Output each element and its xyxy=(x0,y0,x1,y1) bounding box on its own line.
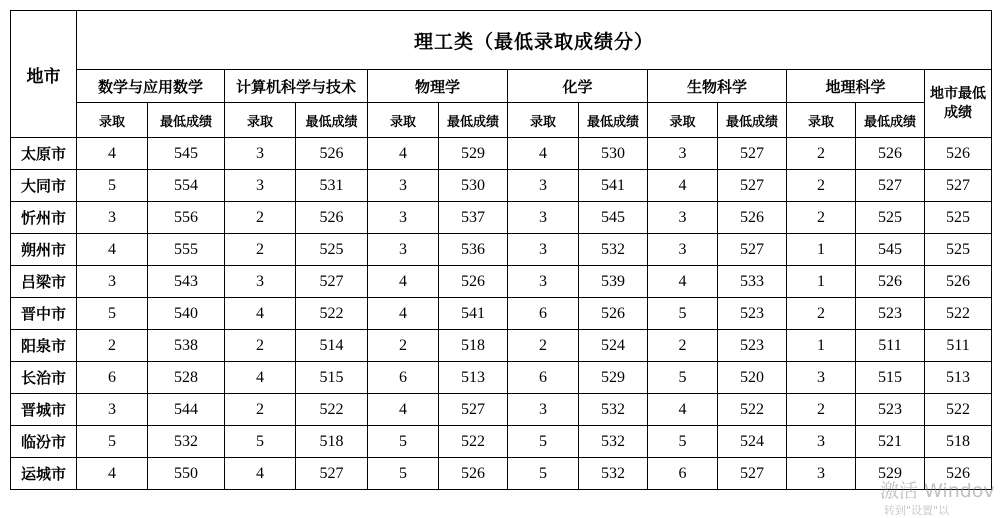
min-score-cell: 518 xyxy=(296,426,368,458)
admit-count-cell: 1 xyxy=(787,330,856,362)
city-min-score-cell: 525 xyxy=(925,202,992,234)
admit-count-cell: 4 xyxy=(648,394,718,426)
admit-count-cell: 5 xyxy=(77,170,148,202)
min-score-cell: 527 xyxy=(856,170,925,202)
city-min-score-cell: 526 xyxy=(925,458,992,490)
city-min-score-cell: 513 xyxy=(925,362,992,394)
city-min-score-header: 地市最低成绩 xyxy=(925,70,992,138)
table-row xyxy=(11,202,992,234)
min-score-cell: 511 xyxy=(856,330,925,362)
admit-count-cell: 3 xyxy=(787,426,856,458)
admit-count-cell: 5 xyxy=(508,426,579,458)
admit-count-cell: 3 xyxy=(225,266,296,298)
admit-count-header: 录取 xyxy=(787,103,856,138)
min-score-cell: 527 xyxy=(296,266,368,298)
admit-count-cell: 3 xyxy=(368,170,439,202)
min-score-cell: 525 xyxy=(856,202,925,234)
min-score-cell: 526 xyxy=(718,202,787,234)
min-score-cell: 522 xyxy=(718,394,787,426)
admit-count-cell: 3 xyxy=(508,170,579,202)
admit-count-cell: 3 xyxy=(508,234,579,266)
city-name-cell: 太原市 xyxy=(11,138,77,170)
min-score-cell: 541 xyxy=(579,170,648,202)
score-table-container xyxy=(10,10,992,490)
table-row xyxy=(11,266,992,298)
min-score-cell: 532 xyxy=(579,426,648,458)
admit-count-cell: 4 xyxy=(508,138,579,170)
admit-count-header: 录取 xyxy=(508,103,579,138)
admit-count-cell: 2 xyxy=(787,394,856,426)
table-row xyxy=(11,362,992,394)
min-score-cell: 532 xyxy=(579,234,648,266)
admit-count-cell: 6 xyxy=(77,362,148,394)
score-table xyxy=(10,10,992,490)
min-score-cell: 543 xyxy=(148,266,225,298)
min-score-cell: 530 xyxy=(579,138,648,170)
min-score-cell: 527 xyxy=(718,138,787,170)
admit-count-cell: 6 xyxy=(508,298,579,330)
admit-count-header: 录取 xyxy=(368,103,439,138)
min-score-cell: 532 xyxy=(579,394,648,426)
min-score-cell: 513 xyxy=(439,362,508,394)
min-score-cell: 545 xyxy=(148,138,225,170)
min-score-cell: 533 xyxy=(718,266,787,298)
admit-count-cell: 3 xyxy=(787,362,856,394)
min-score-cell: 515 xyxy=(856,362,925,394)
admit-count-cell: 3 xyxy=(648,138,718,170)
min-score-cell: 544 xyxy=(148,394,225,426)
min-score-cell: 527 xyxy=(718,458,787,490)
admit-count-cell: 6 xyxy=(648,458,718,490)
admit-count-cell: 4 xyxy=(77,138,148,170)
city-min-score-cell: 526 xyxy=(925,266,992,298)
admit-count-cell: 3 xyxy=(787,458,856,490)
admit-count-cell: 3 xyxy=(508,202,579,234)
admit-count-cell: 5 xyxy=(225,426,296,458)
city-name-cell: 晋中市 xyxy=(11,298,77,330)
admit-count-cell: 2 xyxy=(77,330,148,362)
admit-count-cell: 5 xyxy=(77,426,148,458)
min-score-cell: 555 xyxy=(148,234,225,266)
admit-count-cell: 6 xyxy=(368,362,439,394)
city-name-cell: 大同市 xyxy=(11,170,77,202)
city-min-score-cell: 526 xyxy=(925,138,992,170)
admit-count-header: 录取 xyxy=(77,103,148,138)
min-score-cell: 529 xyxy=(579,362,648,394)
min-score-cell: 537 xyxy=(439,202,508,234)
min-score-cell: 539 xyxy=(579,266,648,298)
admit-count-cell: 5 xyxy=(648,426,718,458)
min-score-cell: 527 xyxy=(718,170,787,202)
min-score-cell: 523 xyxy=(718,330,787,362)
min-score-cell: 527 xyxy=(439,394,508,426)
admit-count-cell: 1 xyxy=(787,234,856,266)
table-row xyxy=(11,330,992,362)
admit-count-cell: 2 xyxy=(787,298,856,330)
city-name-cell: 运城市 xyxy=(11,458,77,490)
min-score-cell: 550 xyxy=(148,458,225,490)
table-row xyxy=(11,458,992,490)
table-row xyxy=(11,394,992,426)
admit-count-cell: 3 xyxy=(77,202,148,234)
admit-count-cell: 2 xyxy=(368,330,439,362)
min-score-cell: 524 xyxy=(579,330,648,362)
table-row xyxy=(11,138,992,170)
table-row xyxy=(11,234,992,266)
min-score-cell: 527 xyxy=(718,234,787,266)
city-min-score-cell: 527 xyxy=(925,170,992,202)
min-score-cell: 532 xyxy=(148,426,225,458)
min-score-cell: 545 xyxy=(856,234,925,266)
admit-count-cell: 4 xyxy=(648,170,718,202)
admit-count-cell: 4 xyxy=(368,266,439,298)
admit-count-cell: 2 xyxy=(225,234,296,266)
min-score-cell: 536 xyxy=(439,234,508,266)
min-score-cell: 526 xyxy=(296,138,368,170)
admit-count-cell: 4 xyxy=(368,138,439,170)
major-header: 生物科学 xyxy=(648,70,787,103)
admit-count-cell: 6 xyxy=(508,362,579,394)
city-name-cell: 长治市 xyxy=(11,362,77,394)
admit-count-cell: 5 xyxy=(508,458,579,490)
min-score-cell: 540 xyxy=(148,298,225,330)
major-header: 数学与应用数学 xyxy=(77,70,225,103)
min-score-cell: 525 xyxy=(296,234,368,266)
min-score-cell: 531 xyxy=(296,170,368,202)
admit-count-cell: 4 xyxy=(368,298,439,330)
admit-count-cell: 5 xyxy=(77,298,148,330)
admit-count-cell: 3 xyxy=(648,202,718,234)
min-score-cell: 526 xyxy=(856,138,925,170)
min-score-cell: 515 xyxy=(296,362,368,394)
table-row xyxy=(11,426,992,458)
min-score-cell: 526 xyxy=(439,458,508,490)
admit-count-cell: 3 xyxy=(368,202,439,234)
min-score-cell: 526 xyxy=(439,266,508,298)
admit-count-cell: 5 xyxy=(648,362,718,394)
admit-count-cell: 3 xyxy=(225,170,296,202)
admit-count-header: 录取 xyxy=(648,103,718,138)
min-score-cell: 528 xyxy=(148,362,225,394)
major-header: 物理学 xyxy=(368,70,508,103)
min-score-cell: 522 xyxy=(296,298,368,330)
city-min-score-cell: 522 xyxy=(925,298,992,330)
major-header: 计算机科学与技术 xyxy=(225,70,368,103)
min-score-header: 最低成绩 xyxy=(439,103,508,138)
city-name-cell: 忻州市 xyxy=(11,202,77,234)
min-score-header: 最低成绩 xyxy=(296,103,368,138)
min-score-cell: 532 xyxy=(579,458,648,490)
min-score-cell: 522 xyxy=(296,394,368,426)
admit-count-cell: 4 xyxy=(77,234,148,266)
admit-count-cell: 3 xyxy=(368,234,439,266)
min-score-cell: 522 xyxy=(439,426,508,458)
major-header: 化学 xyxy=(508,70,648,103)
min-score-cell: 518 xyxy=(439,330,508,362)
admit-count-cell: 2 xyxy=(508,330,579,362)
admit-count-cell: 2 xyxy=(787,170,856,202)
city-name-cell: 朔州市 xyxy=(11,234,77,266)
min-score-cell: 554 xyxy=(148,170,225,202)
windows-activation-watermark-sub: 转到"设置"以 xyxy=(884,504,950,517)
min-score-cell: 556 xyxy=(148,202,225,234)
min-score-cell: 524 xyxy=(718,426,787,458)
admit-count-cell: 3 xyxy=(77,394,148,426)
admit-count-cell: 5 xyxy=(368,426,439,458)
min-score-cell: 529 xyxy=(856,458,925,490)
min-score-cell: 520 xyxy=(718,362,787,394)
admit-count-cell: 3 xyxy=(508,394,579,426)
min-score-cell: 545 xyxy=(579,202,648,234)
min-score-header: 最低成绩 xyxy=(148,103,225,138)
city-name-cell: 阳泉市 xyxy=(11,330,77,362)
admit-count-cell: 3 xyxy=(648,234,718,266)
admit-count-cell: 2 xyxy=(787,138,856,170)
city-name-cell: 临汾市 xyxy=(11,426,77,458)
admit-count-cell: 4 xyxy=(225,458,296,490)
min-score-cell: 514 xyxy=(296,330,368,362)
min-score-cell: 530 xyxy=(439,170,508,202)
min-score-cell: 541 xyxy=(439,298,508,330)
admit-count-cell: 3 xyxy=(77,266,148,298)
admit-count-cell: 4 xyxy=(368,394,439,426)
city-min-score-cell: 511 xyxy=(925,330,992,362)
city-min-score-cell: 518 xyxy=(925,426,992,458)
admit-count-cell: 4 xyxy=(77,458,148,490)
windows-activation-watermark: 激活 Windov xyxy=(880,480,995,502)
min-score-header: 最低成绩 xyxy=(856,103,925,138)
admit-count-cell: 1 xyxy=(787,266,856,298)
admit-count-cell: 5 xyxy=(648,298,718,330)
city-name-cell: 吕梁市 xyxy=(11,266,77,298)
min-score-cell: 529 xyxy=(439,138,508,170)
admit-count-cell: 2 xyxy=(787,202,856,234)
min-score-header: 最低成绩 xyxy=(718,103,787,138)
table-title: 理工类（最低录取成绩分） xyxy=(77,11,992,70)
city-min-score-cell: 522 xyxy=(925,394,992,426)
admit-count-cell: 2 xyxy=(225,202,296,234)
major-header: 地理科学 xyxy=(787,70,925,103)
min-score-cell: 526 xyxy=(856,266,925,298)
admit-count-cell: 4 xyxy=(648,266,718,298)
min-score-cell: 527 xyxy=(296,458,368,490)
min-score-cell: 523 xyxy=(856,298,925,330)
min-score-cell: 526 xyxy=(296,202,368,234)
admit-count-cell: 3 xyxy=(508,266,579,298)
table-row xyxy=(11,298,992,330)
min-score-cell: 523 xyxy=(856,394,925,426)
city-min-score-cell: 525 xyxy=(925,234,992,266)
min-score-header: 最低成绩 xyxy=(579,103,648,138)
table-row xyxy=(11,170,992,202)
admit-count-cell: 3 xyxy=(225,138,296,170)
city-column-header: 地市 xyxy=(11,11,77,138)
admit-count-cell: 4 xyxy=(225,298,296,330)
admit-count-cell: 4 xyxy=(225,362,296,394)
admit-count-header: 录取 xyxy=(225,103,296,138)
admit-count-cell: 5 xyxy=(368,458,439,490)
min-score-cell: 523 xyxy=(718,298,787,330)
admit-count-cell: 2 xyxy=(225,330,296,362)
city-name-cell: 晋城市 xyxy=(11,394,77,426)
min-score-cell: 521 xyxy=(856,426,925,458)
min-score-cell: 526 xyxy=(579,298,648,330)
min-score-cell: 538 xyxy=(148,330,225,362)
admit-count-cell: 2 xyxy=(225,394,296,426)
admit-count-cell: 2 xyxy=(648,330,718,362)
